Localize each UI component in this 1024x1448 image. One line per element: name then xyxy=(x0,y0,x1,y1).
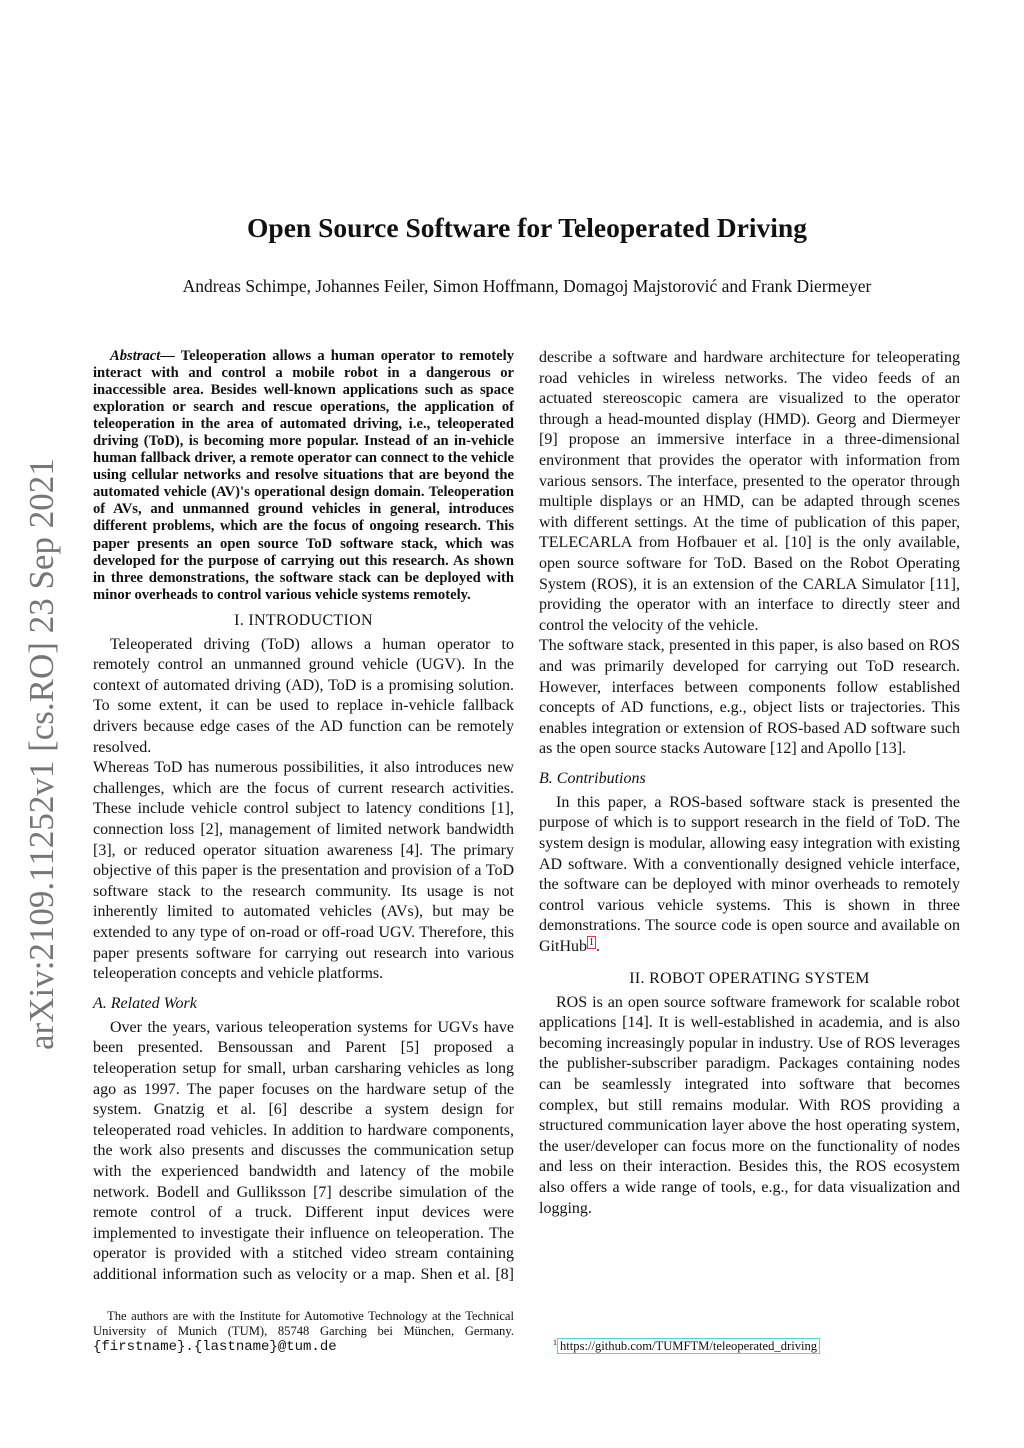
footnote-link[interactable]: 1 xyxy=(589,936,594,948)
section-heading-introduction: I. INTRODUCTION xyxy=(234,611,373,629)
paragraph: Over the years, various teleoperation systems for UGVs have been presented. Bensoussan and Parent [5] proposed a teleoperation setup for small, urban carsharing vehicles as long ago as 1997. The paper focuses on the hardware setup of the system. Gnatzig et al. [6] describe a system design for teleoperated road vehicles. In addition to hardware components, the work also presents and discusses the communication setup with the experienced bandwidth and latency of the mobile network. Bodell and Gulliksson [7] describe simulation of the remote control of a truck. Different input devices were implemented to investigate their influence on teleoperation. The operator is provided with a stitched video stream containing additional information such as velocity or a map. Shen et al. [8] describe a software and hardware architecture for teleoperating road vehicles in wireless networks. The video feeds of an actuated stereoscopic camera are visualized to the operator through a head-mounted display (HMD). Georg and Diermeyer [9] propose an immersive interface in a three-dimensional environment that provides the operator with information from various sensors. The interface, presented to the operator through multiple displays or an HMD, can be adapted through scenes with different settings. At the time of publication of this paper, TELECARLA from Hofbauer et al. [10] is the only available, open source software for ToD. Based on the Robot Operating System (ROS), it is an extension of the CARLA Simulator [11], providing the operator with an interface to directly steer and control the velocity of the vehicle. xyxy=(93,349,960,1283)
paragraph: The software stack, presented in this paper, is also based on ROS and was primarily developed for carrying out ToD research. However, interfaces between components follow established concepts of AD functions, e.g., object lists or trajectories. This enables integration or extension of ROS-based AD software such as the open source stacks Autoware [12] and Apollo [13]. xyxy=(539,637,960,758)
abstract-text: — Teleoperation allows a human operator to remotely interact with and control a mobile robot in a dangerous or inaccessible area. Besides well-known applications such as space exploration or search and rescue operations, the application of teleoperation in the area of automated driving, i.e., teleoperated driving (ToD), is becoming more popular. Instead of an in-vehicle human fallback driver, a remote operator can connect to the vehicle using cellular networks and resolve situations that are beyond the automated vehicle (AV)'s operational design domain. Teleoperation of AVs, and unmanned ground vehicles in general, introduces different problems, which are the focus of ongoing research. This paper presents an open source ToD software stack, which was developed for the purpose of carrying out this research. As shown in three demonstrations, the software stack can be deployed with minor overheads to control various vehicle systems remotely. xyxy=(93,348,514,603)
arxiv-identifier: arXiv:2109.11252v1 [cs.RO] 23 Sep 2021 xyxy=(22,458,61,1050)
email-pattern: {firstname}.{lastname}@tum.de xyxy=(93,1339,337,1355)
section-heading-ros: II. ROBOT OPERATING SYSTEM xyxy=(629,969,870,987)
paragraph: In this paper, a ROS-based software stack is presented the purpose of which is to support research in the field of ToD. The system design is modular, allowing easy integration with existing AD software. With a conventionally designed vehicle interface, the software can be deployed with minor overheads to remotely control various vehicle systems. This is shown in three demonstrations. The source code is open source and available on GitHub $^1$ . xyxy=(539,793,960,956)
github-footnote xyxy=(553,1338,820,1354)
paragraph: ROS is an open source software framework for scalable robot applications [14]. It is well-established in academia, and is also becoming increasingly popular in industry. Use of ROS leverages the publisher-subscriber paradigm. Packages containing nodes can be seamlessly integrated into software that becomes complex, but still remains modular. With ROS providing a structured communication layer above the host operating system, the user/developer can focus more on the functionality of nodes and less on their interaction. Besides this, the ROS ecosystem also offers a wide range of tools, e.g., for data visualization and logging. xyxy=(539,993,960,1217)
subsection-heading-contributions: B. Contributions xyxy=(539,769,646,787)
abstract-label: Abstract xyxy=(110,348,161,364)
footnote-number: 1 xyxy=(553,1338,557,1347)
paragraph: Teleoperated driving (ToD) allows a human operator to remotely control an unmanned ground vehicle (UGV). In the context of automated driving (AD), ToD is a promising solution. To some extent, it can be used to replace in-vehicle fallback drivers because edge cases of the AD function can be remotely resolved. xyxy=(93,635,514,756)
paper-title: Open Source Software for Teleoperated Driving xyxy=(247,212,807,243)
github-link[interactable]: https://github.com/TUMFTM/teleoperated_driving xyxy=(557,1338,820,1354)
subsection-heading-related-work: A. Related Work xyxy=(93,994,197,1012)
author-list: Andreas Schimpe, Johannes Feiler, Simon Hoffmann, Domagoj Majstorović and Frank Diermeyer xyxy=(182,276,872,296)
abstract xyxy=(93,348,514,604)
affiliation-footnote xyxy=(93,1309,514,1355)
contributions-text: In this paper, a ROS-based software stack is presented the purpose of which is to support research in the field of ToD. The system design is modular, allowing easy integration with existing AD software. With a conventionally designed vehicle interface, the software can be deployed with minor overheads to remotely control various vehicle systems. This is shown in three demonstrations. The source code is open source and available on GitHub xyxy=(539,793,960,956)
paragraph: Whereas ToD has numerous possibilities, it also introduces new challenges, which are the focus of current research activities. These include vehicle control subject to latency conditions [1], connection loss [2], management of limited network bandwidth [3], or reduced operator situation awareness [4]. The primary objective of this paper is the presentation and provision of a ToD software stack to the research community. Its usage is not inherently limited to automated vehicles (AVs), but may be extended to any type of on-road or off-road UGV. Therefore, this paper presents software for carrying out research into various teleoperation concepts and vehicle platforms. xyxy=(93,759,514,983)
affiliation-text: The authors are with the Institute for Automotive Technology at the Technical University of Munich (TUM), 85748 Garching bei München, Germany. xyxy=(93,1309,514,1338)
two-column-body xyxy=(93,348,960,1303)
